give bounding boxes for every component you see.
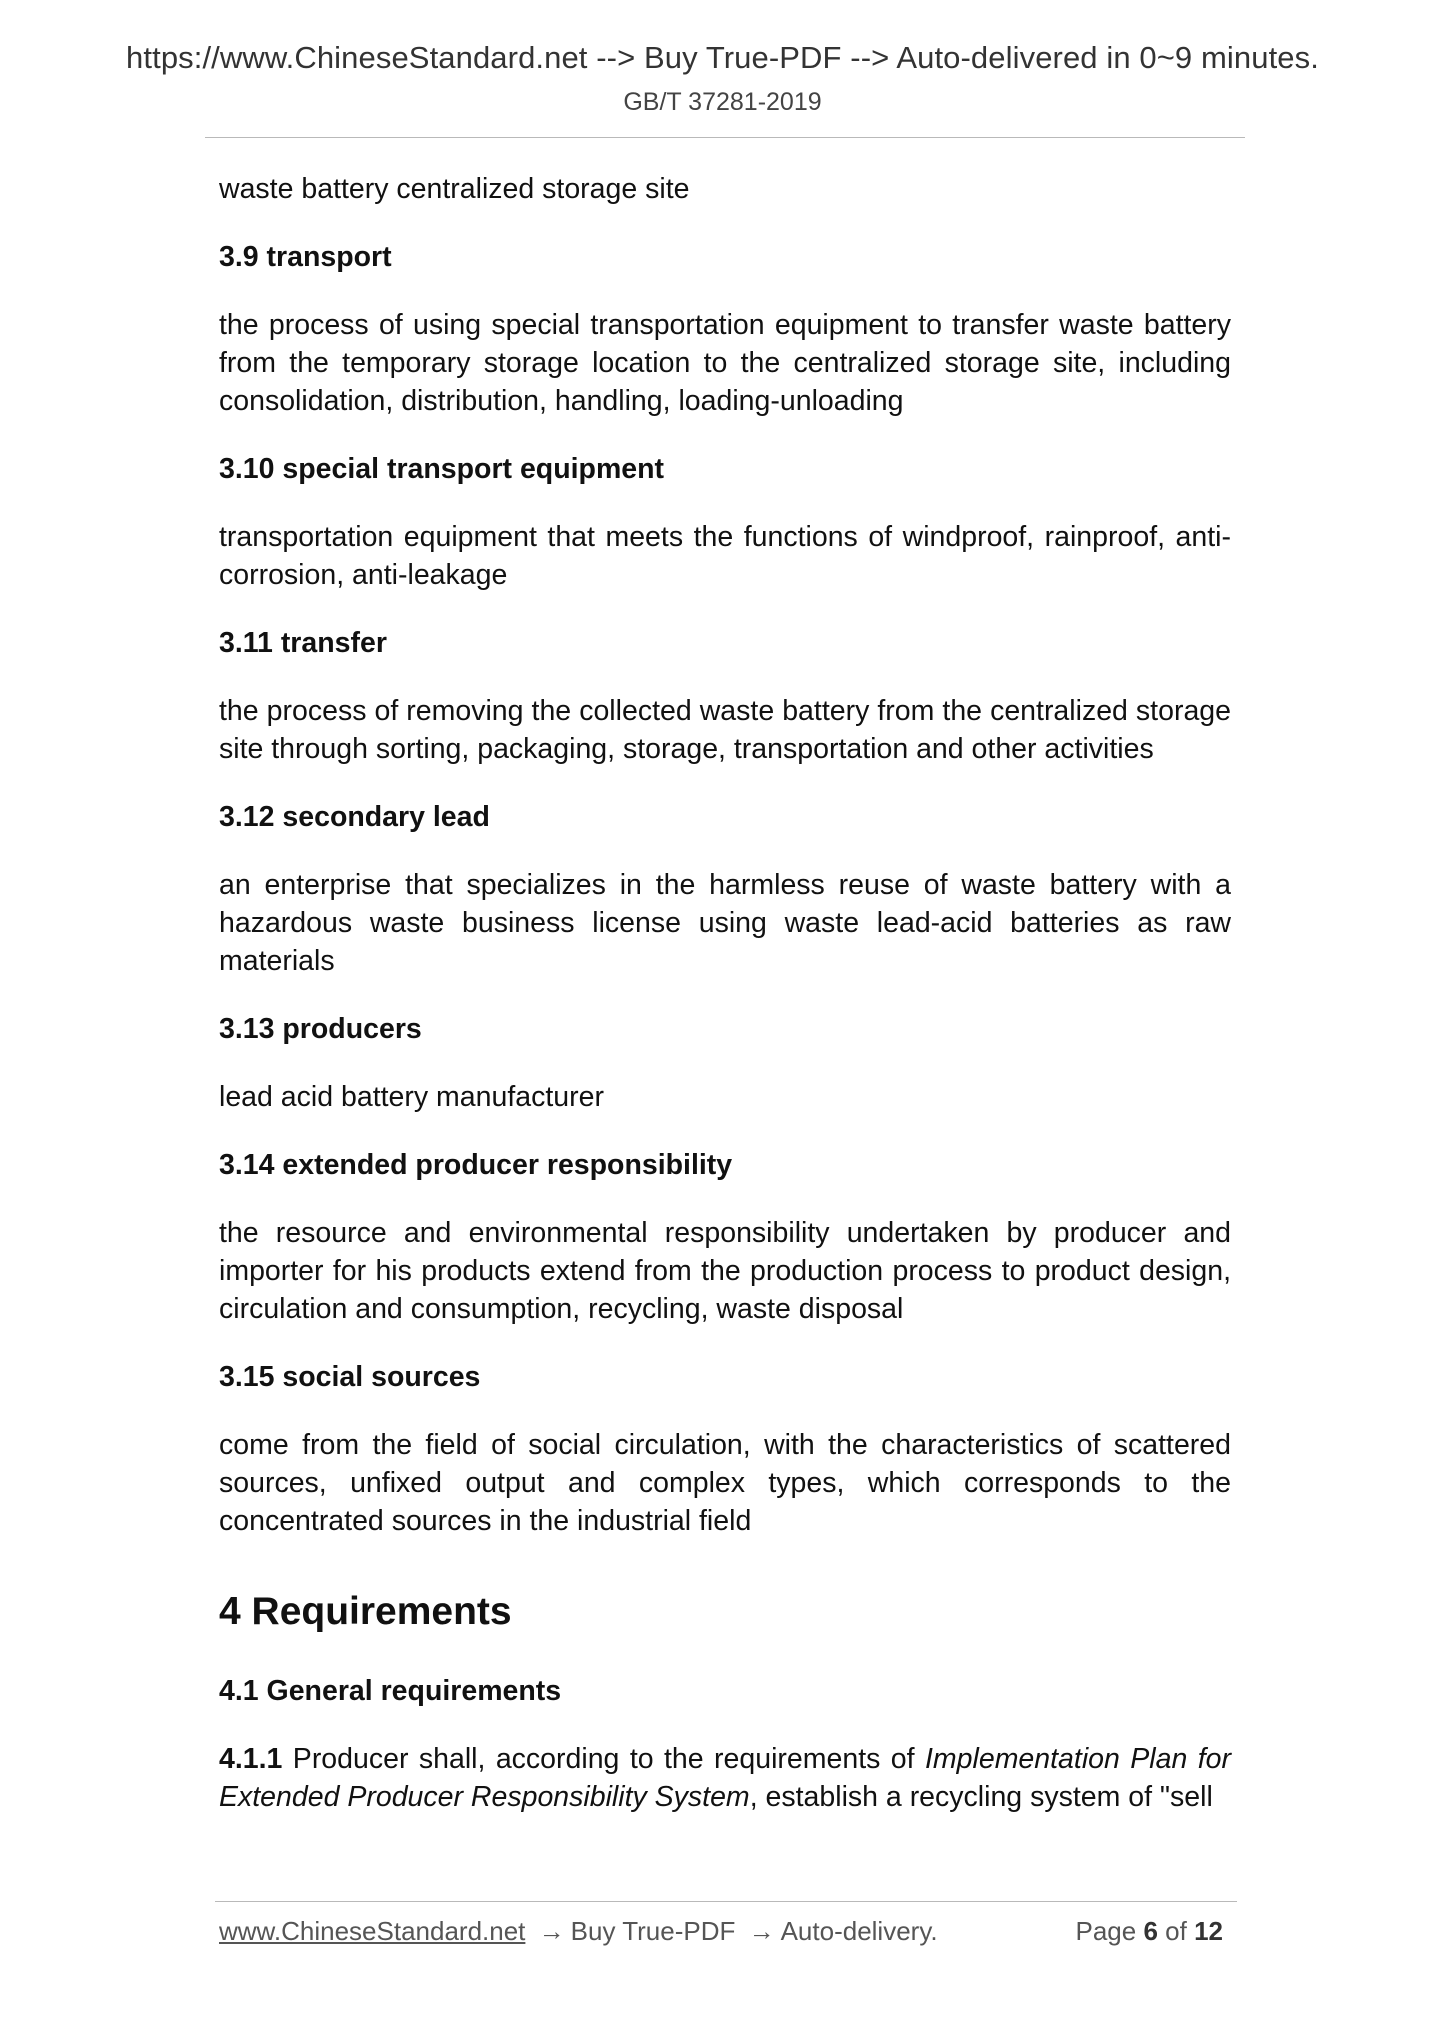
- document-body: [219, 170, 1231, 1816]
- chapter-heading: 4 Requirements: [219, 1590, 512, 1633]
- page-label: Page: [1075, 1916, 1137, 1946]
- term-heading-3-12: 3.12 secondary lead: [219, 801, 490, 833]
- term-definition-3-10: transportation equipment that meets the functions of windproof, rainproof, anti-corrosion, anti-leakage: [219, 521, 1231, 591]
- term-heading-3-10: 3.10 special transport equipment: [219, 453, 665, 485]
- top-banner[interactable]: https://www.ChineseStandard.net --> Buy True-PDF --> Auto-delivered in 0~9 minutes.: [126, 40, 1319, 75]
- intro-line: waste battery centralized storage site: [219, 173, 690, 205]
- arrow-right-icon: →: [748, 1916, 775, 1946]
- term-definition-3-15: come from the field of social circulation, with the characteristics of scattered sources, unfixed output and complex types, which corresponds to the concentrated sources in the industrial field: [219, 1429, 1231, 1537]
- term-heading-3-13: 3.13 producers: [219, 1013, 422, 1045]
- term-heading-3-9: 3.9 transport: [219, 241, 392, 273]
- page-current: 6: [1143, 1916, 1158, 1946]
- footer-buy-text: Buy True-PDF: [570, 1916, 736, 1946]
- clause-number: 4.1.1: [219, 1743, 283, 1775]
- arrow-right-icon: →: [538, 1916, 565, 1946]
- header-divider: [205, 137, 1245, 138]
- footer-site-link[interactable]: www.ChineseStandard.net: [219, 1916, 526, 1946]
- footer-divider: [215, 1901, 1237, 1902]
- term-heading-3-15: 3.15 social sources: [219, 1361, 481, 1393]
- footer-delivery-text: Auto-delivery.: [780, 1916, 938, 1946]
- standard-number: GB/T 37281-2019: [623, 88, 822, 116]
- term-heading-3-14: 3.14 extended producer responsibility: [219, 1149, 733, 1181]
- term-definition-3-9: the process of using special transportation equipment to transfer waste battery from the temporary storage location to the centralized storage site, including consolidation, distribution, handling, loading-unloading: [219, 309, 1231, 417]
- term-definition-3-14: the resource and environmental responsibility undertaken by producer and importer for his products extend from the production process to product design, circulation and consumption, recycling, waste disposal: [219, 1217, 1231, 1325]
- term-definition-3-11: the process of removing the collected waste battery from the centralized storage site through sorting, packaging, storage, transportation and other activities: [219, 695, 1231, 765]
- page-of: of: [1165, 1916, 1187, 1946]
- term-definition-3-13: lead acid battery manufacturer: [219, 1081, 604, 1113]
- clause-italic-title: Implementation Plan for Extended Producer Responsibility System: [219, 1743, 1231, 1813]
- clause-text-after: , establish a recycling system of "sell: [749, 1781, 1213, 1813]
- page-total: 12: [1194, 1916, 1223, 1946]
- term-heading-3-11: 3.11 transfer: [219, 627, 387, 659]
- clause-4-1-1: [219, 1740, 1231, 1816]
- footer: [219, 1916, 938, 1947]
- section-heading: 4.1 General requirements: [219, 1675, 562, 1707]
- clause-text-before: Producer shall, according to the requirements of: [282, 1743, 925, 1775]
- page-indicator: [1075, 1916, 1223, 1947]
- term-definition-3-12: an enterprise that specializes in the harmless reuse of waste battery with a hazardous waste business license using waste lead-acid batteries as raw materials: [219, 869, 1231, 977]
